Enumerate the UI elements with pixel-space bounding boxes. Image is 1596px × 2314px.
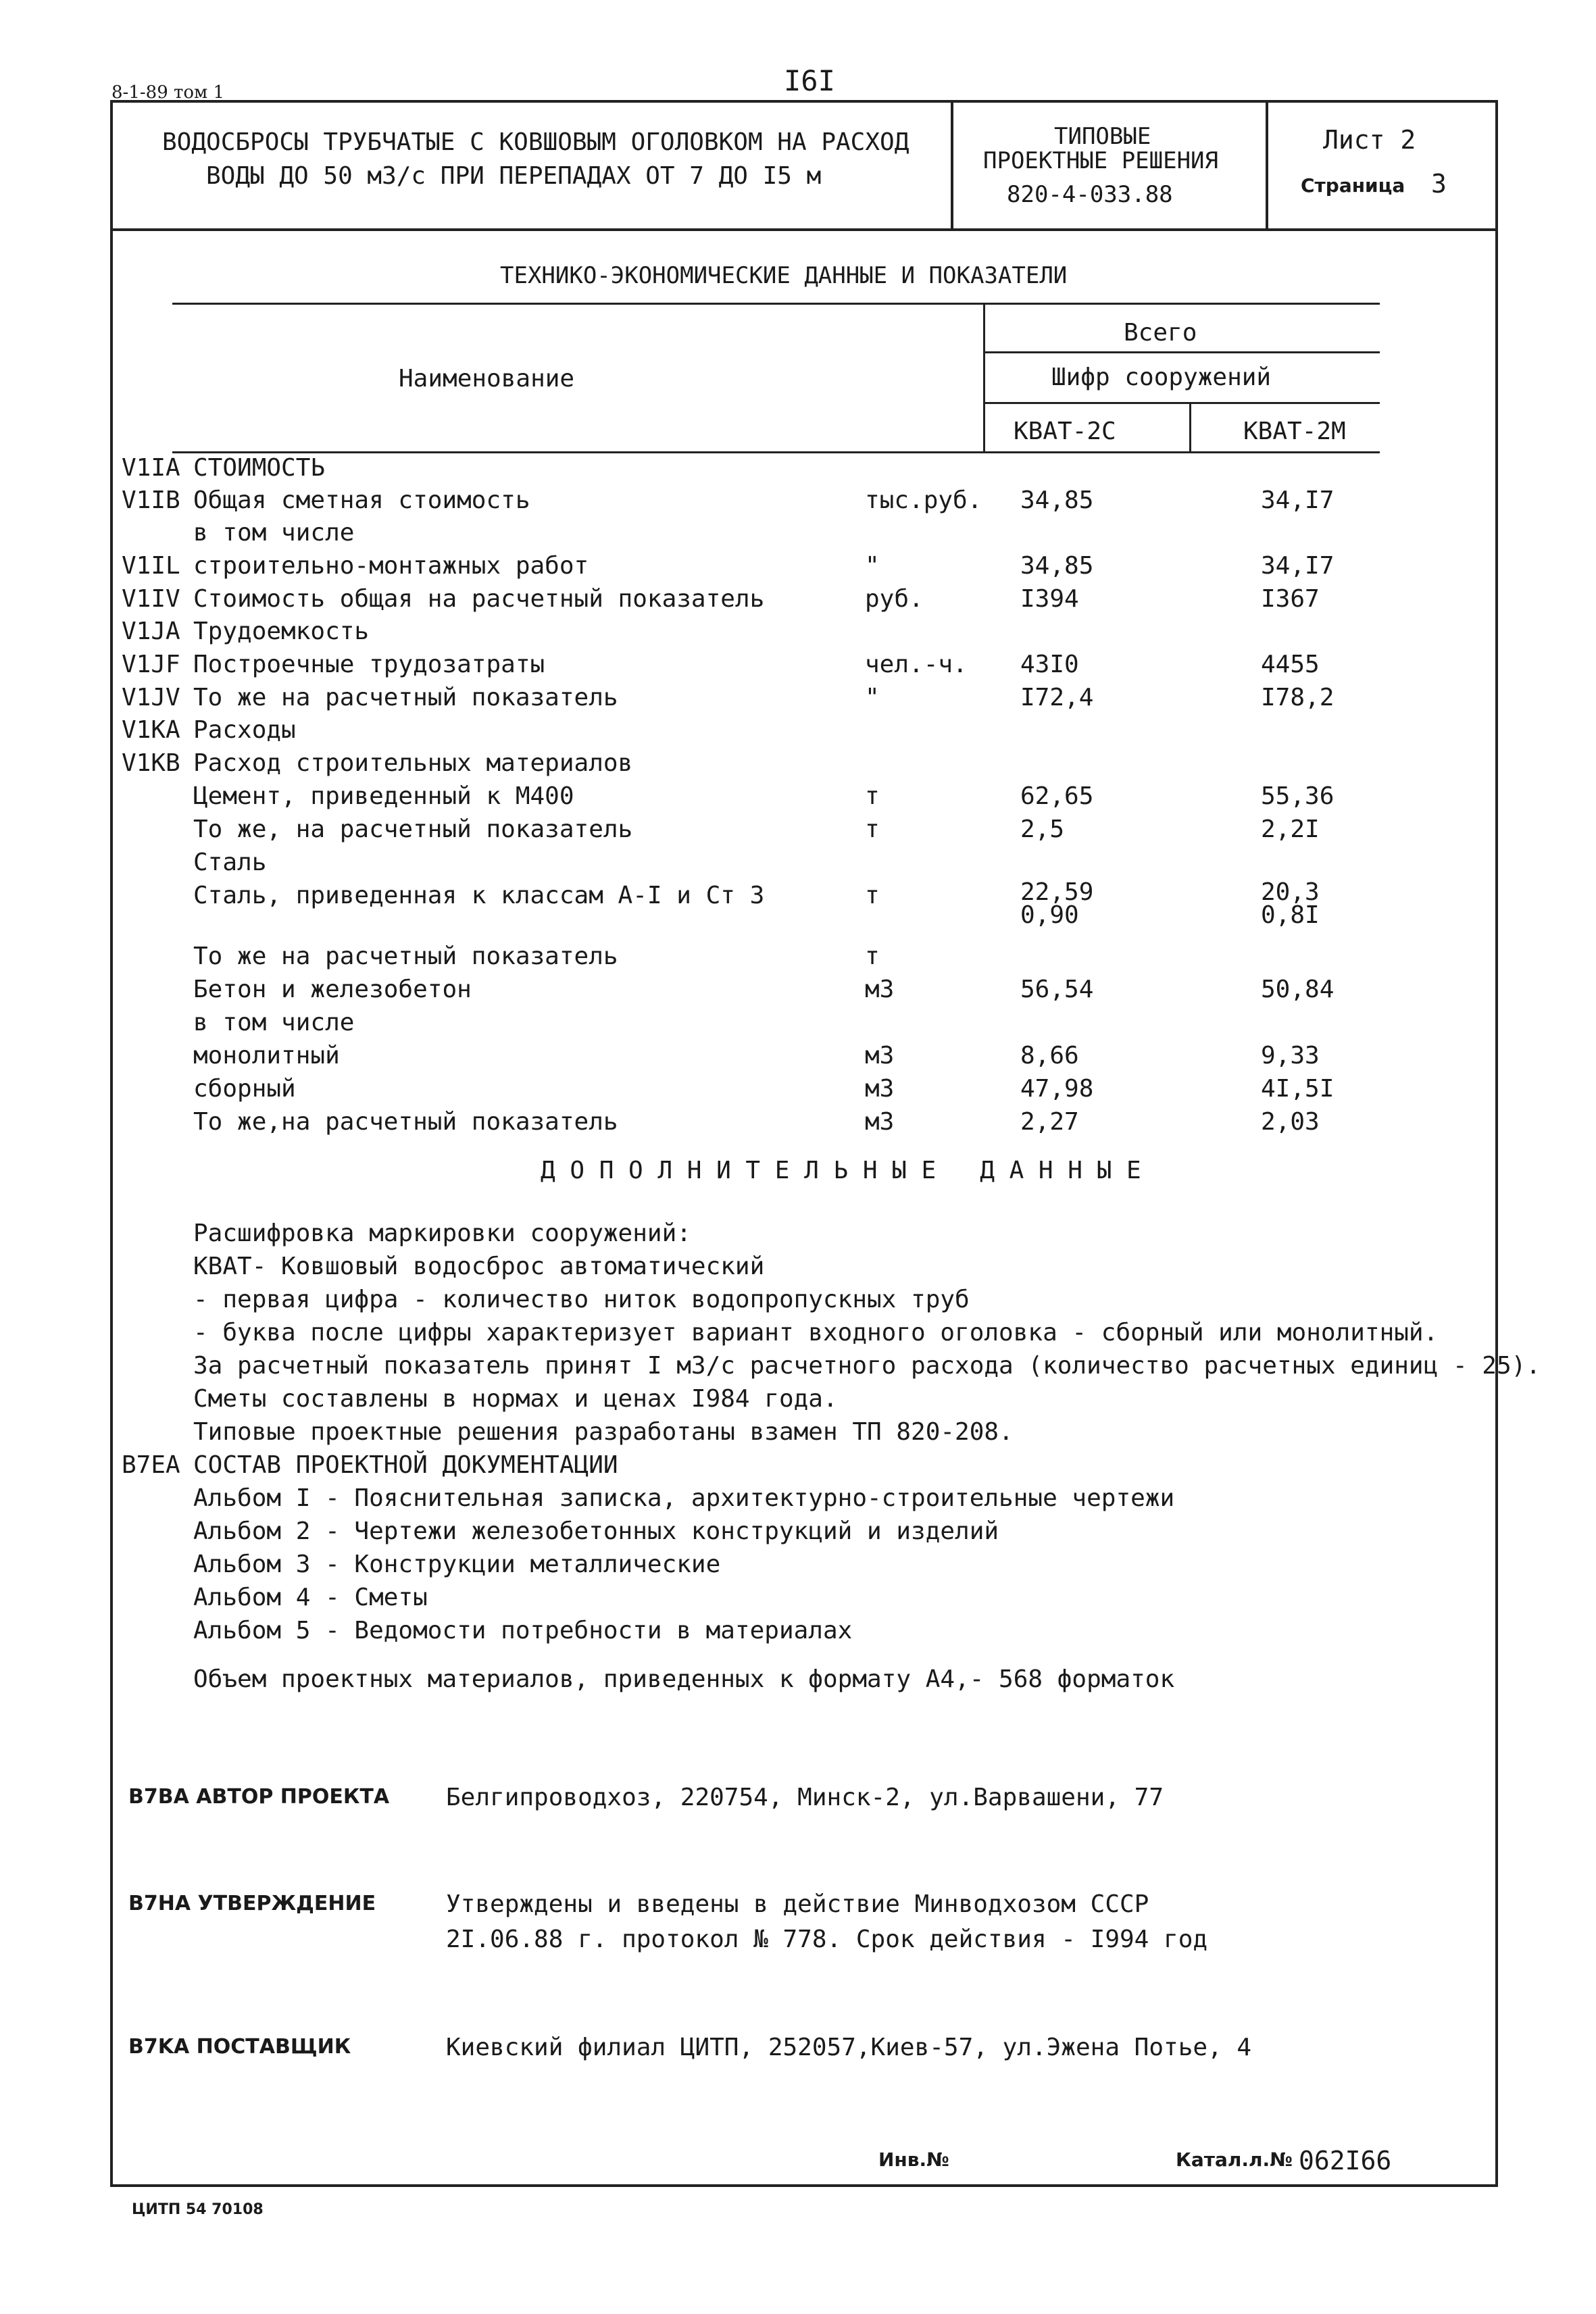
row-name: Сталь xyxy=(193,849,267,876)
album-item: Альбом 4 - Сметы xyxy=(193,1584,428,1611)
row-unit: м3 xyxy=(865,1042,895,1070)
extra-title: Д О П О Л Н И Т Е Л Ь Н Ы Е Д А Н Н Ы Е xyxy=(541,1157,1141,1184)
series-number: 820-4-033.88 xyxy=(1007,181,1173,208)
table-header-vline-mid xyxy=(1189,402,1191,453)
row-value-1: 56,54 xyxy=(1020,976,1094,1003)
row-unit: м3 xyxy=(865,1108,895,1136)
row-unit: " xyxy=(865,552,880,580)
extra-line: КВАТ- Ковшовый водосброс автоматический xyxy=(193,1253,765,1280)
col-v2-header: КВАТ-2М xyxy=(1243,418,1346,445)
doc-code: 8-1-89 том 1 xyxy=(111,82,225,103)
row-value-2: 4455 xyxy=(1261,651,1320,678)
page-label: Страница xyxy=(1301,174,1405,197)
row-value-2: 34,I7 xyxy=(1261,486,1335,514)
row-value-2: 2,2I xyxy=(1261,815,1320,843)
catalog-label: Катал.л.№ xyxy=(1176,2148,1293,2171)
page-value: 3 xyxy=(1431,169,1447,199)
row-value-1: 34,85 xyxy=(1020,486,1094,514)
author-value: Белгипроводхоз, 220754, Минск-2, ул.Варвашени, 77 xyxy=(446,1784,1164,1811)
row-unit: " xyxy=(865,684,880,711)
row-code: V1IB xyxy=(122,486,180,514)
extra-line: Расшифровка маркировки сооружений: xyxy=(193,1219,691,1247)
row-value-1: I72,4 xyxy=(1020,684,1094,711)
row-unit: м3 xyxy=(865,976,895,1003)
supplier-label: B7KA ПОСТАВЩИК xyxy=(128,2035,351,2059)
approval-label: B7HA УТВЕРЖДЕНИЕ xyxy=(128,1892,376,1915)
col-code-header: Шифр сооружений xyxy=(1051,363,1272,391)
title-block-divider-1 xyxy=(951,100,953,230)
row-value-2: 0,8I xyxy=(1261,901,1320,929)
table-top-line xyxy=(172,303,1380,305)
row-value-2: 34,I7 xyxy=(1261,552,1335,580)
row-unit: тыс.руб. xyxy=(865,486,982,514)
printer-code: ЦИТП 54 70108 xyxy=(132,2201,264,2218)
album-item: Альбом 2 - Чертежи железобетонных конструкций и изделий xyxy=(193,1517,999,1545)
row-value-1: I394 xyxy=(1020,585,1079,613)
type-line-2: ПРОЕКТНЫЕ РЕШЕНИЯ xyxy=(983,147,1218,174)
row-name: Цемент, приведенный к М400 xyxy=(193,782,574,810)
table-header-hline-total xyxy=(983,351,1380,353)
approval-line-1: Утверждены и введены в действие Минводхозом СССР xyxy=(446,1890,1149,1918)
row-unit: т xyxy=(865,815,880,843)
row-value-2: 9,33 xyxy=(1261,1042,1320,1070)
table-header-bottom-line xyxy=(172,451,1380,453)
row-code: V1JV xyxy=(122,684,180,711)
row-value-1: 2,27 xyxy=(1020,1108,1079,1136)
approval-line-2: 2I.06.88 г. протокол № 778. Срок действия - I994 год xyxy=(446,1926,1208,1953)
extra-line: - первая цифра - количество ниток водопропускных труб xyxy=(193,1286,970,1313)
row-name: Стоимость общая на расчетный показатель xyxy=(193,585,765,613)
row-name: Общая сметная стоимость xyxy=(193,486,530,514)
row-unit: т xyxy=(865,882,880,909)
row-value-2: 4I,5I xyxy=(1261,1075,1335,1103)
row-value-2: I78,2 xyxy=(1261,684,1335,711)
album-item: Альбом 5 - Ведомости потребности в материалах xyxy=(193,1617,853,1644)
composition-volume: Объем проектных материалов, приведенных к формату А4,- 568 форматок xyxy=(193,1665,1175,1693)
row-name: строительно-монтажных работ xyxy=(193,552,589,580)
row-unit: т xyxy=(865,782,880,810)
row-value-1: 62,65 xyxy=(1020,782,1094,810)
row-code: V1KB xyxy=(122,749,180,777)
row-name: сборный xyxy=(193,1075,296,1103)
row-value-1: 47,98 xyxy=(1020,1075,1094,1103)
composition-title: СОСТАВ ПРОЕКТНОЙ ДОКУМЕНТАЦИИ xyxy=(193,1451,618,1479)
table-header-hline-code xyxy=(983,402,1380,404)
extra-line: За расчетный показатель принят I м3/с расчетного расхода (количество расчетных единиц - 25). xyxy=(193,1352,1541,1380)
col-name-header: Наименование xyxy=(399,365,575,393)
row-value-2: 55,36 xyxy=(1261,782,1335,810)
page-number: I6I xyxy=(784,64,835,97)
row-value-1: 2,5 xyxy=(1020,815,1065,843)
col-v1-header: КВАТ-2С xyxy=(1014,418,1116,445)
row-value-2: 50,84 xyxy=(1261,976,1335,1003)
row-code: V1IA xyxy=(122,454,180,482)
row-name: СТОИМОСТЬ xyxy=(193,454,326,482)
row-value-2: 20,3 xyxy=(1261,878,1320,906)
row-unit: чел.-ч. xyxy=(865,651,968,678)
sheet-label: Лист 2 xyxy=(1323,125,1416,155)
section-title: ТЕХНИКО-ЭКОНОМИЧЕСКИЕ ДАННЫЕ И ПОКАЗАТЕЛИ xyxy=(500,262,1068,289)
col-total-header: Всего xyxy=(1124,319,1197,347)
row-code: V1JA xyxy=(122,618,180,645)
extra-line: - буква после цифры характеризует вариант входного оголовка - сборный или монолитный. xyxy=(193,1319,1439,1347)
extra-line: Типовые проектные решения разработаны взамен ТП 820-208. xyxy=(193,1418,1014,1446)
row-name: в том числе xyxy=(193,519,355,547)
title-block-divider-2 xyxy=(1266,100,1268,230)
table-header-vline-left xyxy=(983,303,985,453)
extra-line: Сметы составлены в нормах и ценах I984 года. xyxy=(193,1385,838,1413)
row-name: Расход строительных материалов xyxy=(193,749,633,777)
inventory-label: Инв.№ xyxy=(878,2148,949,2171)
row-name: Расходы xyxy=(193,716,296,744)
page-frame xyxy=(110,100,1498,2187)
row-unit: руб. xyxy=(865,585,924,613)
row-name: То же, на расчетный показатель xyxy=(193,815,633,843)
supplier-value: Киевский филиал ЦИТП, 252057,Киев-57, ул.Эжена Потье, 4 xyxy=(446,2034,1252,2061)
album-item: Альбом I - Пояснительная записка, архитектурно-строительные чертежи xyxy=(193,1484,1175,1512)
row-name: в том числе xyxy=(193,1009,355,1036)
row-unit: м3 xyxy=(865,1075,895,1103)
row-name: То же на расчетный показатель xyxy=(193,942,618,970)
row-code: V1IV xyxy=(122,585,180,613)
album-item: Альбом 3 - Конструкции металлические xyxy=(193,1551,721,1578)
row-value-1: 0,90 xyxy=(1020,901,1079,929)
row-value-1: 22,59 xyxy=(1020,878,1094,906)
row-code: V1KA xyxy=(122,716,180,744)
author-label: B7BA АВТОР ПРОЕКТА xyxy=(128,1785,390,1809)
row-value-1: 8,66 xyxy=(1020,1042,1079,1070)
row-name: Бетон и железобетон xyxy=(193,976,472,1003)
catalog-value: 062I66 xyxy=(1299,2146,1392,2175)
row-code: V1IL xyxy=(122,552,180,580)
composition-code: B7EA xyxy=(122,1451,180,1479)
title-line-1: ВОДОСБРОСЫ ТРУБЧАТЫЕ С КОВШОВЫМ ОГОЛОВКОМ НА РАСХОД xyxy=(162,128,909,156)
row-value-1: 34,85 xyxy=(1020,552,1094,580)
row-code: V1JF xyxy=(122,651,180,678)
row-name: монолитный xyxy=(193,1042,340,1070)
type-line-1: ТИПОВЫЕ xyxy=(1054,123,1151,150)
row-name: То же,на расчетный показатель xyxy=(193,1108,618,1136)
title-line-2: ВОДЫ ДО 50 м3/с ПРИ ПЕРЕПАДАХ ОТ 7 ДО I5 м xyxy=(206,162,822,190)
row-name: То же на расчетный показатель xyxy=(193,684,618,711)
row-value-1: 43I0 xyxy=(1020,651,1079,678)
row-unit: т xyxy=(865,942,880,970)
row-name: Сталь, приведенная к классам А-I и Ст 3 xyxy=(193,882,765,909)
row-name: Трудоемкость xyxy=(193,618,370,645)
title-block-bottom-line xyxy=(110,228,1498,231)
row-value-2: I367 xyxy=(1261,585,1320,613)
row-name: Построечные трудозатраты xyxy=(193,651,545,678)
row-value-2: 2,03 xyxy=(1261,1108,1320,1136)
